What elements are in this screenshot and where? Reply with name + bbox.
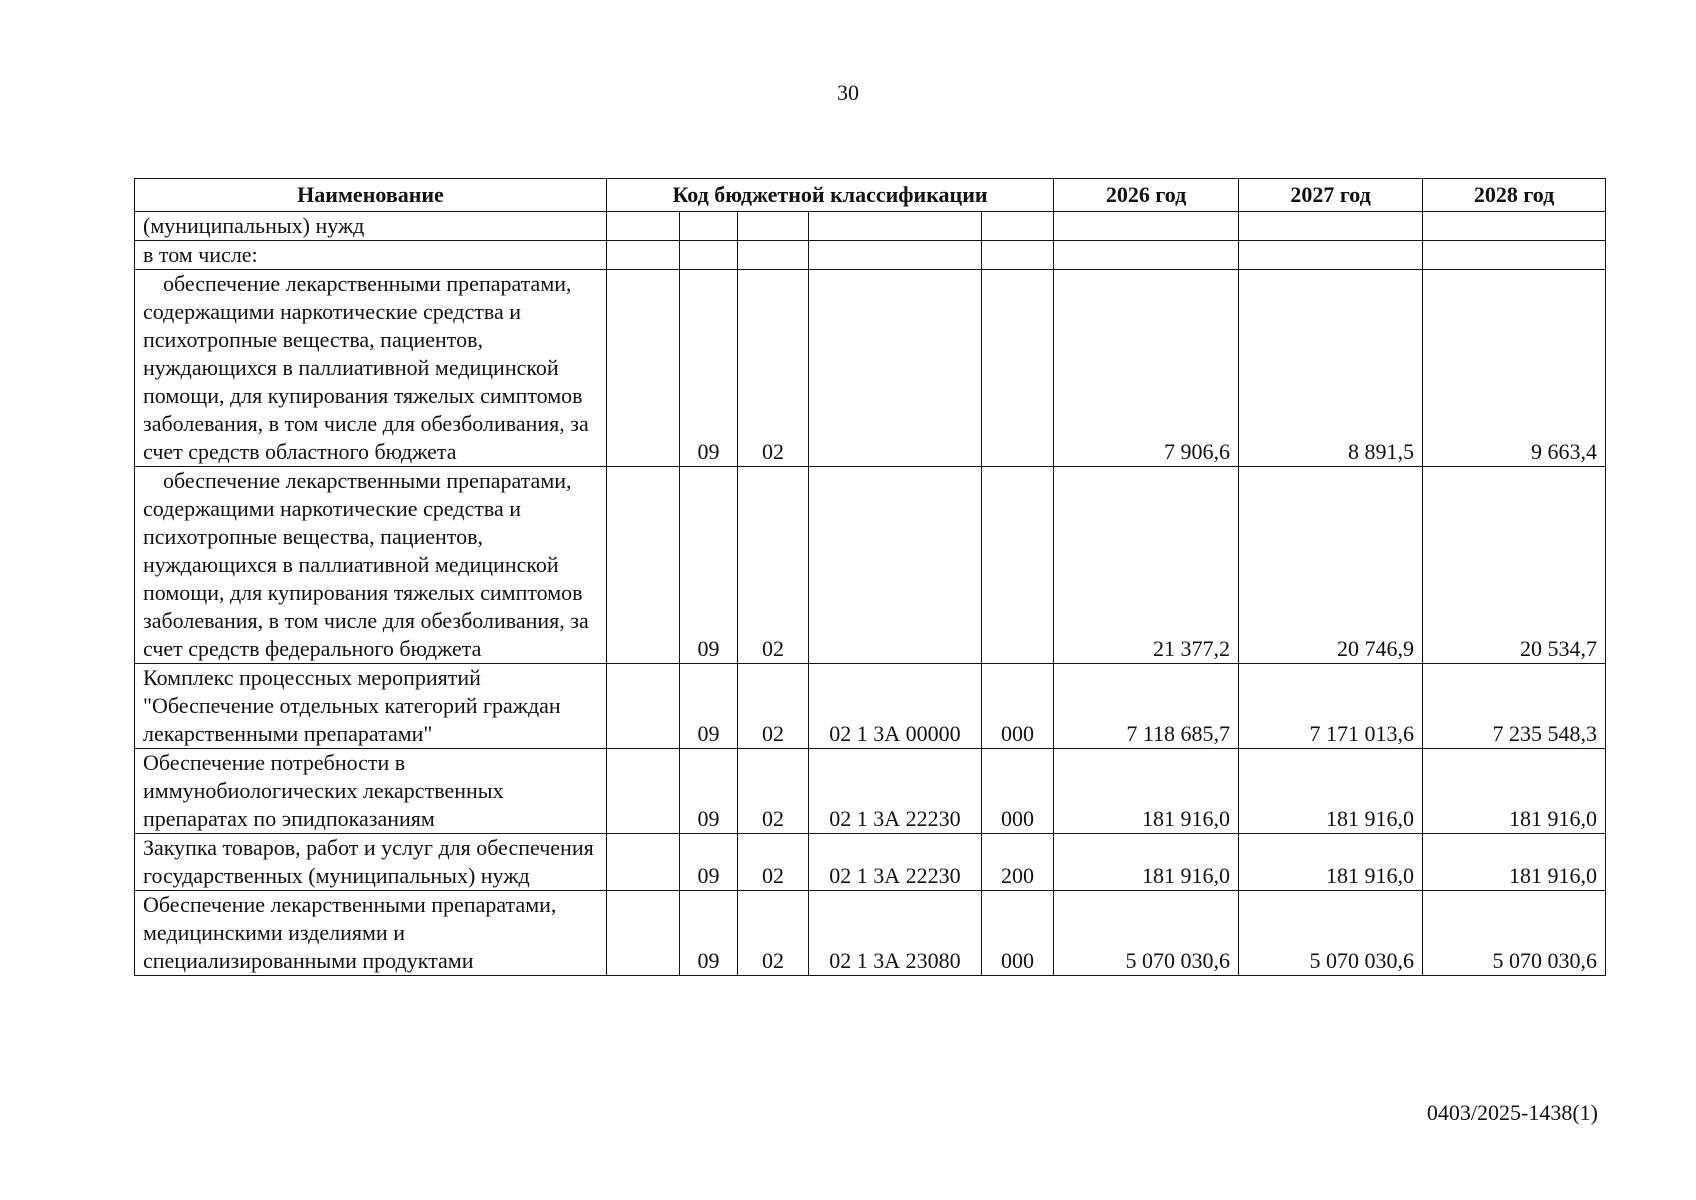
row-pr: 02 xyxy=(738,891,809,976)
header-2028: 2028 год xyxy=(1423,179,1606,212)
row-2027: 20 746,9 xyxy=(1239,467,1423,664)
row-rz: 09 xyxy=(680,749,738,834)
table-row xyxy=(135,212,1606,241)
row-2028: 181 916,0 xyxy=(1423,749,1606,834)
row-empty-cell xyxy=(607,749,680,834)
row-2027: 181 916,0 xyxy=(1239,834,1423,891)
row-pr: 02 xyxy=(738,834,809,891)
row-name: обеспечение лекарственными препаратами, содержащими наркотические средства и психотропные вещества, пациентов, нуждающихся в паллиативной медицинской помощи, для купирования тяжелых симптомов заболевания, в том числе для обезболивания, за счет средств областного бюджета xyxy=(135,270,607,467)
row-csr xyxy=(809,212,982,241)
row-2027: 181 916,0 xyxy=(1239,749,1423,834)
row-2028 xyxy=(1423,241,1606,270)
row-vr: 000 xyxy=(982,664,1054,749)
row-vr: 200 xyxy=(982,834,1054,891)
table-row xyxy=(135,467,1606,664)
row-csr xyxy=(809,270,982,467)
row-csr: 02 1 3А 22230 xyxy=(809,749,982,834)
row-pr: 02 xyxy=(738,749,809,834)
table-row xyxy=(135,664,1606,749)
row-pr: 02 xyxy=(738,467,809,664)
row-2027: 8 891,5 xyxy=(1239,270,1423,467)
row-2026: 7 118 685,7 xyxy=(1054,664,1239,749)
row-vr xyxy=(982,467,1054,664)
row-rz xyxy=(680,241,738,270)
row-empty-cell xyxy=(607,212,680,241)
row-2027: 5 070 030,6 xyxy=(1239,891,1423,976)
row-rz xyxy=(680,212,738,241)
row-2028: 9 663,4 xyxy=(1423,270,1606,467)
row-pr: 02 xyxy=(738,270,809,467)
table-row xyxy=(135,241,1606,270)
row-2026: 7 906,6 xyxy=(1054,270,1239,467)
table-row xyxy=(135,270,1606,467)
row-pr xyxy=(738,212,809,241)
row-2028: 181 916,0 xyxy=(1423,834,1606,891)
row-2026: 21 377,2 xyxy=(1054,467,1239,664)
row-name: Закупка товаров, работ и услуг для обеспечения государственных (муниципальных) нужд xyxy=(135,834,607,891)
header-name: Наименование xyxy=(135,179,607,212)
row-name: (муниципальных) нужд xyxy=(135,212,607,241)
row-empty-cell xyxy=(607,467,680,664)
row-2028: 20 534,7 xyxy=(1423,467,1606,664)
budget-table xyxy=(134,178,1606,976)
header-2026: 2026 год xyxy=(1054,179,1239,212)
table-row xyxy=(135,891,1606,976)
row-csr: 02 1 3А 00000 xyxy=(809,664,982,749)
row-2027: 7 171 013,6 xyxy=(1239,664,1423,749)
row-2028: 5 070 030,6 xyxy=(1423,891,1606,976)
row-csr: 02 1 3А 22230 xyxy=(809,834,982,891)
row-vr xyxy=(982,241,1054,270)
row-2026 xyxy=(1054,212,1239,241)
row-pr: 02 xyxy=(738,664,809,749)
row-empty-cell xyxy=(607,834,680,891)
row-vr: 000 xyxy=(982,749,1054,834)
header-row xyxy=(135,179,1606,212)
row-rz: 09 xyxy=(680,270,738,467)
document-code: 0403/2025-1438(1) xyxy=(1426,1100,1598,1125)
row-pr xyxy=(738,241,809,270)
row-2026: 181 916,0 xyxy=(1054,749,1239,834)
row-rz: 09 xyxy=(680,891,738,976)
row-2026 xyxy=(1054,241,1239,270)
row-2027 xyxy=(1239,212,1423,241)
row-name: в том числе: xyxy=(135,241,607,270)
row-name: Комплекс процессных мероприятий "Обеспечение отдельных категорий граждан лекарственными препаратами" xyxy=(135,664,607,749)
page-number: 30 xyxy=(837,80,859,105)
row-rz: 09 xyxy=(680,467,738,664)
table-row xyxy=(135,834,1606,891)
row-csr xyxy=(809,467,982,664)
row-2027 xyxy=(1239,241,1423,270)
row-name: Обеспечение потребности в иммунобиологических лекарственных препаратах по эпидпоказаниям xyxy=(135,749,607,834)
row-empty-cell xyxy=(607,270,680,467)
row-vr xyxy=(982,270,1054,467)
row-name: Обеспечение лекарственными препаратами, медицинскими изделиями и специализированными продуктами xyxy=(135,891,607,976)
row-csr: 02 1 3А 23080 xyxy=(809,891,982,976)
row-empty-cell xyxy=(607,241,680,270)
row-name: обеспечение лекарственными препаратами, содержащими наркотические средства и психотропные вещества, пациентов, нуждающихся в паллиативной медицинской помощи, для купирования тяжелых симптомов заболевания, в том числе для обезболивания, за счет средств федерального бюджета xyxy=(135,467,607,664)
row-2028: 7 235 548,3 xyxy=(1423,664,1606,749)
row-vr xyxy=(982,212,1054,241)
row-2026: 5 070 030,6 xyxy=(1054,891,1239,976)
row-2026: 181 916,0 xyxy=(1054,834,1239,891)
table-row xyxy=(135,749,1606,834)
row-2028 xyxy=(1423,212,1606,241)
header-code: Код бюджетной классификации xyxy=(607,179,1054,212)
row-csr xyxy=(809,241,982,270)
row-rz: 09 xyxy=(680,664,738,749)
row-empty-cell xyxy=(607,664,680,749)
header-2027: 2027 год xyxy=(1239,179,1423,212)
row-vr: 000 xyxy=(982,891,1054,976)
row-empty-cell xyxy=(607,891,680,976)
row-rz: 09 xyxy=(680,834,738,891)
